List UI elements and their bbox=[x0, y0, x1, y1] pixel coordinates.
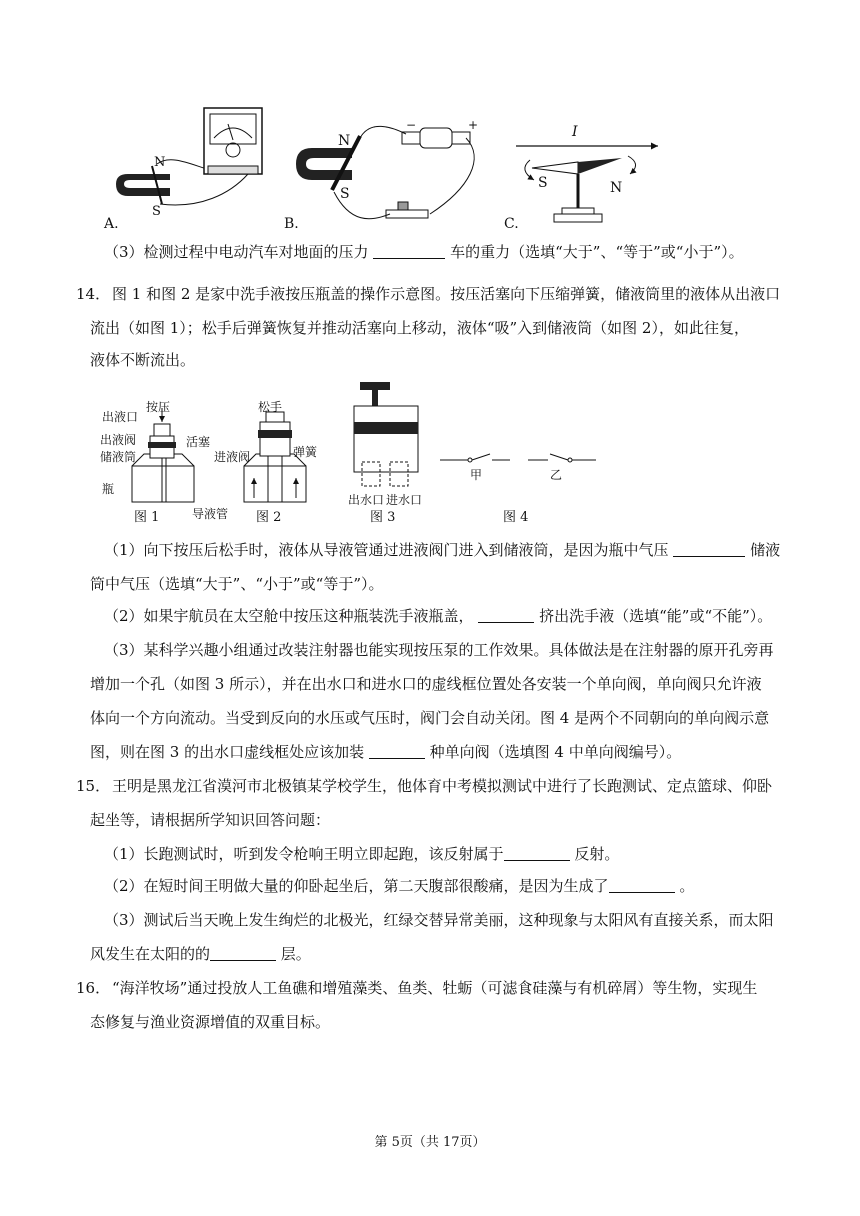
fig4-caption: 图 4 bbox=[503, 510, 529, 525]
q15-part2: （2）在短时间王明做大量的仰卧起坐后，第二天腹部很酸痛，是因为生成了 。 bbox=[104, 877, 695, 895]
figure-c-n-label: N bbox=[610, 180, 623, 196]
q14-part1-blank[interactable] bbox=[673, 542, 745, 557]
figure-b-minus-label: − bbox=[406, 118, 417, 132]
q13-part3-blank[interactable] bbox=[373, 244, 445, 259]
fig4-label-yi: 乙 bbox=[550, 468, 563, 482]
fig2-label-tanhuang: 弹簧 bbox=[293, 445, 318, 459]
q14-part2-blank[interactable] bbox=[478, 608, 534, 623]
q15-part2-blank[interactable] bbox=[609, 878, 675, 893]
q14-part3-line1: （3）某科学兴趣小组通过改装注射器也能实现按压泵的工作效果。具体做法是在注射器的原开孔旁再 bbox=[104, 641, 774, 659]
q16-number: 16． bbox=[76, 979, 111, 997]
fig1-label-chuyetong: 储液筒 bbox=[100, 450, 137, 464]
fig1-caption: 图 1 bbox=[134, 510, 160, 525]
fig1-label-huosai: 活塞 bbox=[186, 435, 211, 449]
fig1-label-ping: 瓶 bbox=[102, 482, 115, 496]
fig3-caption: 图 3 bbox=[370, 510, 396, 525]
figure-a-s-label: S bbox=[152, 204, 161, 219]
fig1-label-daoyeguan: 导液管 bbox=[192, 507, 229, 521]
q14-intro-line2: 流出（如图 1）；松手后弹簧恢复并推动活塞向上移动，液体“吸”入到储液筒（如图 2），如此往复， bbox=[90, 319, 749, 337]
fig2-label-jinyefa: 进液阀 bbox=[214, 450, 251, 464]
fig3-label-jinshuikou: 进水口 bbox=[386, 493, 423, 507]
figure-a-label: A. bbox=[104, 216, 119, 232]
q15-number: 15． bbox=[76, 777, 111, 795]
fig4-label-jia: 甲 bbox=[470, 468, 483, 482]
figure-b-label: B. bbox=[284, 216, 299, 232]
q14-part2: （2）如果宇航员在太空舱中按压这种瓶装洗手液瓶盖， 挤出洗手液（选填“能”或“不能”）。 bbox=[104, 607, 773, 625]
q14-number: 14． bbox=[76, 285, 111, 303]
fig1-label-anya: 按压 bbox=[146, 400, 171, 414]
q15-part1-blank[interactable] bbox=[504, 846, 570, 861]
figure-c-current-label: I bbox=[572, 124, 578, 140]
q15-intro-line1: 王明是黑龙江省漠河市北极镇某学校学生，他体育中考模拟测试中进行了长跑测试、定点篮球、仰卧 bbox=[112, 777, 773, 795]
q15-part3-line2: 风发生在太阳的的 层。 bbox=[90, 945, 311, 963]
figure-c-label: C. bbox=[504, 216, 519, 232]
figure-c-compass bbox=[510, 122, 670, 232]
q16-line2: 态修复与渔业资源增值的双重目标。 bbox=[90, 1013, 331, 1031]
figure-a-galvanometer bbox=[100, 104, 280, 234]
q15-intro-line2: 起坐等，请根据所学知识回答问题： bbox=[90, 811, 331, 829]
q16-line1: “海洋牧场”通过投放人工鱼礁和增殖藻类、鱼类、牡蛎（可滤食硅藻与有机碎屑）等生物，实现生 bbox=[112, 979, 758, 997]
q14-part3-line4: 图，则在图 3 的出水口虚线框处应该加装 种单向阀（选填图 4 中单向阀编号）。 bbox=[90, 743, 682, 761]
q14-part3-line2: 增加一个孔（如图 3 所示），并在出水口和进水口的虚线框位置处各安装一个单向阀，单向阀只允许液 bbox=[90, 675, 762, 693]
fig3-label-chushuikou: 出水口 bbox=[348, 493, 385, 507]
q15-part3-blank[interactable] bbox=[210, 946, 276, 961]
figure-b-circuit bbox=[290, 118, 490, 234]
q14-part3-blank[interactable] bbox=[369, 744, 425, 759]
q14-intro-line3: 液体不断流出。 bbox=[90, 351, 196, 369]
fig1-label-chuyefa: 出液阀 bbox=[100, 433, 137, 447]
q15-part1: （1）长跑测试时，听到发令枪响王明立即起跑，该反射属于 反射。 bbox=[104, 845, 620, 863]
q15-part3-line1: （3）测试后当天晚上发生绚烂的北极光，红绿交替异常美丽，这种现象与太阳风有直接关系，而太阳 bbox=[104, 911, 774, 929]
page-footer: 第 5页（共 17页） bbox=[374, 1135, 486, 1150]
figure-b-plus-label: + bbox=[468, 118, 479, 132]
fig2-label-songshou: 松手 bbox=[258, 400, 283, 414]
fig1-label-chuyekou: 出液口 bbox=[102, 410, 139, 424]
q14-part1-line2: 筒中气压（选填“大于”、“小于”或“等于”）。 bbox=[90, 575, 384, 593]
fig2-caption: 图 2 bbox=[256, 510, 282, 525]
q14-part3-line3: 体向一个方向流动。当受到反向的水压或气压时，阀门会自动关闭。图 4 是两个不同朝向的单向阀示意 bbox=[90, 709, 770, 727]
q14-part1-line1: （1）向下按压后松手时，液体从导液管通过进液阀门进入到储液筒，是因为瓶中气压 储液 bbox=[104, 541, 781, 559]
q13-part3: （3）检测过程中电动汽车对地面的压力 车的重力（选填“大于”、“等于”或“小于”）。 bbox=[104, 243, 744, 261]
figure-a-n-label: N bbox=[154, 155, 166, 170]
figure-b-s-label: S bbox=[340, 186, 350, 202]
figure-c-s-label: S bbox=[538, 175, 548, 191]
figure-b-n-label: N bbox=[338, 133, 351, 149]
q14-intro-line1: 图 1 和图 2 是家中洗手液按压瓶盖的操作示意图。按压活塞向下压缩弹簧，储液筒里的液体从出液口 bbox=[112, 285, 781, 303]
